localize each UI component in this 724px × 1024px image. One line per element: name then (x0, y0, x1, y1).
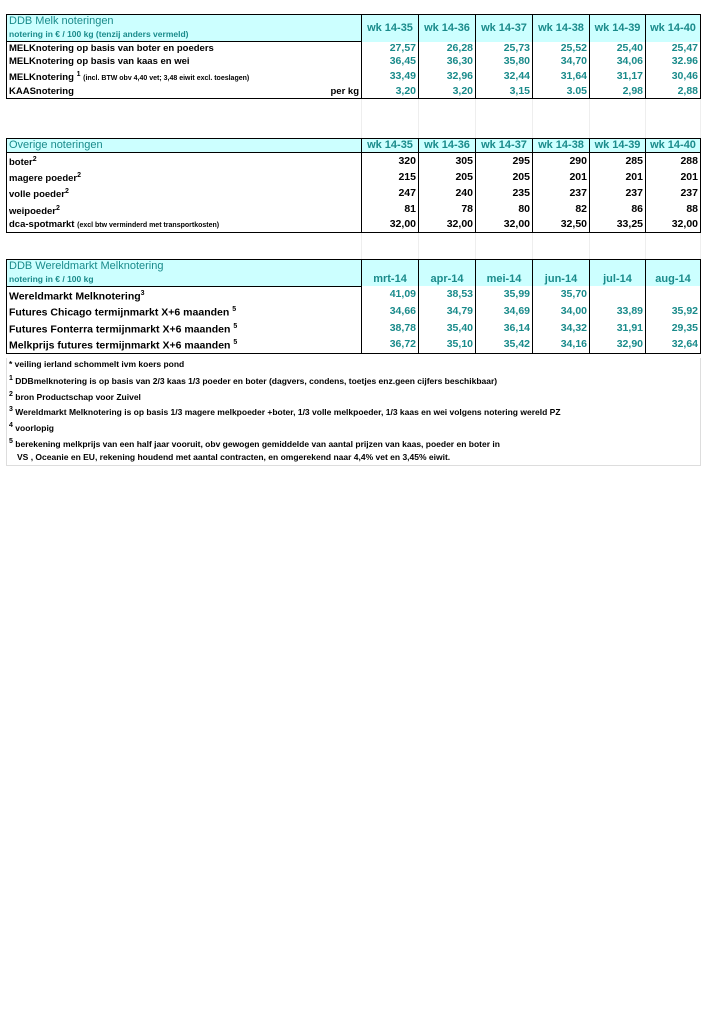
table-row (7, 336, 701, 353)
melk-noteringen-table (6, 14, 701, 138)
table-row (7, 42, 701, 56)
cell-value: 88 (646, 202, 701, 218)
cell-value: 320 (362, 153, 419, 170)
column-header: apr-14 (419, 259, 476, 286)
cell-value: 81 (362, 202, 419, 218)
cell-value: 32,44 (476, 68, 533, 85)
table-row (7, 320, 701, 337)
row-label-text: volle poeder (9, 189, 65, 201)
row-label (7, 336, 362, 353)
column-header: wk 14-35 (362, 15, 419, 42)
cell-value: 32,96 (419, 68, 476, 85)
row-label: MELKnotering op basis van kaas en wei (7, 55, 362, 68)
unit-label: per kg (330, 86, 359, 98)
cell-value: 32,50 (533, 218, 590, 233)
cell-value: 237 (590, 185, 646, 201)
column-header: wk 14-38 (533, 139, 590, 153)
cell-value: 41,09 (362, 286, 419, 303)
cell-value: 36,14 (476, 320, 533, 337)
cell-value: 32.96 (646, 55, 701, 68)
table-row (7, 303, 701, 320)
footnote-ref: 5 (232, 306, 237, 314)
section-subtitle: notering in € / 100 kg (7, 273, 362, 287)
cell-value: 34,16 (533, 336, 590, 353)
cell-value: 31,91 (590, 320, 646, 337)
cell-value: 34,00 (533, 303, 590, 320)
cell-value: 2,88 (646, 85, 701, 99)
row-label (7, 153, 362, 170)
cell-value: 34,69 (476, 303, 533, 320)
table-row (7, 169, 701, 185)
row-label (7, 169, 362, 185)
column-header: wk 14-40 (646, 15, 701, 42)
cell-value: 29,35 (646, 320, 701, 337)
row-label (7, 68, 362, 85)
cell-value: 205 (419, 169, 476, 185)
cell-value: 215 (362, 169, 419, 185)
cell-value: 35,40 (419, 320, 476, 337)
column-header: wk 14-39 (590, 15, 646, 42)
cell-value: 2,98 (590, 85, 646, 99)
row-label-text: weipoeder (9, 205, 56, 217)
footnote-number: 4 (9, 422, 13, 430)
cell-value: 30,46 (646, 68, 701, 85)
cell-value (590, 286, 646, 303)
table-row (7, 68, 701, 85)
column-header: mei-14 (476, 259, 533, 286)
cell-value: 201 (533, 169, 590, 185)
footnote-ref: 2 (77, 172, 82, 180)
cell-value: 240 (419, 185, 476, 201)
row-label-text: Futures Chicago termijnmarkt X+6 maanden (9, 306, 230, 319)
column-header: wk 14-37 (476, 15, 533, 42)
cell-value: 82 (533, 202, 590, 218)
table-row (7, 185, 701, 201)
cell-value: 305 (419, 153, 476, 170)
row-label-text: MELKnotering (9, 72, 74, 84)
footnote-number: 2 (9, 390, 13, 398)
cell-value: 32,00 (362, 218, 419, 233)
column-header: jul-14 (590, 259, 646, 286)
cell-value: 35,42 (476, 336, 533, 353)
cell-value: 25,40 (590, 42, 646, 56)
cell-value: 295 (476, 153, 533, 170)
footnote-number: 5 (9, 438, 13, 446)
cell-value: 36,45 (362, 55, 419, 68)
footnote-text: DDBmelknotering is op basis van 2/3 kaas 1/3 poeder en boter (dagvers, condens, toetjes enz.geen cijfers beschikbaar) (15, 375, 498, 386)
cell-value: 35,99 (476, 286, 533, 303)
cell-value: 285 (590, 153, 646, 170)
row-note: (incl. BTW obv 4,40 vet; 3,48 eiwit excl. toeslagen) (83, 75, 250, 83)
column-header: jun-14 (533, 259, 590, 286)
row-label (7, 218, 362, 233)
cell-value: 35,70 (533, 286, 590, 303)
cell-value (646, 286, 701, 303)
cell-value: 86 (590, 202, 646, 218)
cell-value: 25,47 (646, 42, 701, 56)
footnote-text: berekening melkprijs van een half jaar vooruit, obv gewogen gemiddelde van aantal prijzen van kaas, poeder en boter in (15, 438, 500, 449)
cell-value: 33,89 (590, 303, 646, 320)
footnote-ref: 5 (233, 322, 238, 330)
section-title: DDB Wereldmarkt Melknotering (7, 259, 362, 273)
row-label (7, 185, 362, 201)
cell-value: 25,73 (476, 42, 533, 56)
table-row (7, 55, 701, 68)
row-label (7, 85, 362, 99)
footnote-3 (7, 403, 701, 419)
cell-value: 36,72 (362, 336, 419, 353)
row-label: MELKnotering op basis van boter en poeders (7, 42, 362, 56)
cell-value: 201 (646, 169, 701, 185)
row-label-text: Wereldmarkt Melknotering (9, 290, 141, 303)
table-row (7, 153, 701, 170)
column-header: wk 14-38 (533, 15, 590, 42)
footnote-2 (7, 388, 701, 404)
cell-value: 36,30 (419, 55, 476, 68)
cell-value: 32,00 (646, 218, 701, 233)
footnote-number: 1 (9, 374, 13, 382)
footnote-text: bron Productschap voor Zuivel (15, 391, 141, 402)
footnote-ref: 5 (233, 339, 238, 347)
cell-value: 34,32 (533, 320, 590, 337)
row-label (7, 320, 362, 337)
row-label-text: magere poeder (9, 173, 78, 185)
cell-value: 32,00 (419, 218, 476, 233)
cell-value: 235 (476, 185, 533, 201)
column-header: wk 14-40 (646, 139, 701, 153)
footnote-text: VS , Oceanie en EU, rekening houdend met aantal contracten, en omgerekend naar 4,4% vet en 3,45% eiwit. (17, 452, 451, 463)
section-title: DDB Melk noteringen (7, 15, 362, 29)
cell-value: 3,15 (476, 85, 533, 99)
spreadsheet (6, 14, 700, 466)
cell-value: 27,57 (362, 42, 419, 56)
cell-value: 34,06 (590, 55, 646, 68)
footnote-5 (7, 435, 701, 451)
cell-value: 35,80 (476, 55, 533, 68)
row-label-text: boter (9, 157, 33, 169)
footnote-ref: 2 (32, 156, 37, 164)
cell-value: 35,92 (646, 303, 701, 320)
cell-value: 33,49 (362, 68, 419, 85)
cell-value: 3,20 (419, 85, 476, 99)
cell-value: 26,28 (419, 42, 476, 56)
cell-value: 290 (533, 153, 590, 170)
footnote-1 (7, 372, 701, 388)
cell-value: 31,17 (590, 68, 646, 85)
footnote-text: Wereldmarkt Melknotering is op basis 1/3 magere melkpoeder +boter, 1/3 volle melkpoeder, 1/3 kaas en wei volgens notering wereld PZ (15, 407, 561, 418)
cell-value: 38,78 (362, 320, 419, 337)
cell-value: 25,52 (533, 42, 590, 56)
cell-value: 32,64 (646, 336, 701, 353)
table-row (7, 218, 701, 233)
footnote-ref: 3 (140, 289, 145, 297)
row-label-text: KAASnotering (9, 86, 74, 98)
table-row (7, 286, 701, 303)
wereldmarkt-table (6, 259, 701, 354)
cell-value: 32,00 (476, 218, 533, 233)
cell-value: 33,25 (590, 218, 646, 233)
row-label-text: Melkprijs futures termijnmarkt X+6 maanden (9, 339, 231, 352)
footnotes-table (6, 358, 701, 466)
cell-value: 78 (419, 202, 476, 218)
section-title: Overige noteringen (7, 139, 362, 153)
cell-value: 3.05 (533, 85, 590, 99)
cell-value: 288 (646, 153, 701, 170)
footnote-4 (7, 419, 701, 435)
cell-value: 237 (533, 185, 590, 201)
column-header: aug-14 (646, 259, 701, 286)
cell-value: 38,53 (419, 286, 476, 303)
row-label (7, 303, 362, 320)
column-header: wk 14-36 (419, 15, 476, 42)
footnote-text: voorlopig (15, 423, 55, 434)
footnote-ref: 2 (64, 188, 69, 196)
cell-value: 34,79 (419, 303, 476, 320)
cell-value: 35,10 (419, 336, 476, 353)
column-header: mrt-14 (362, 259, 419, 286)
row-label (7, 202, 362, 218)
row-label-text: dca-spotmarkt (9, 218, 75, 230)
cell-value: 32,90 (590, 336, 646, 353)
footnote-star: * veiling ierland schommelt ivm koers pond (7, 358, 701, 372)
row-label-text: Futures Fonterra termijnmarkt X+6 maanden (9, 323, 231, 336)
table-row (7, 202, 701, 218)
cell-value: 80 (476, 202, 533, 218)
cell-value: 34,70 (533, 55, 590, 68)
column-header: wk 14-39 (590, 139, 646, 153)
footnote-5-continued (7, 451, 701, 466)
cell-value: 3,20 (362, 85, 419, 99)
section-subtitle: notering in € / 100 kg (tenzij anders vermeld) (7, 28, 362, 42)
cell-value: 205 (476, 169, 533, 185)
cell-value: 34,66 (362, 303, 419, 320)
footnote-ref: 1 (76, 71, 81, 78)
footnote-ref: 2 (56, 204, 60, 212)
footnote-number: 3 (9, 406, 13, 414)
column-header: wk 14-36 (419, 139, 476, 153)
cell-value: 247 (362, 185, 419, 201)
cell-value: 31,64 (533, 68, 590, 85)
table-row (7, 85, 701, 99)
overige-noteringen-table (6, 138, 701, 259)
column-header: wk 14-37 (476, 139, 533, 153)
cell-value: 201 (590, 169, 646, 185)
row-label (7, 286, 362, 303)
cell-value: 237 (646, 185, 701, 201)
row-note: (excl btw verminderd met transportkosten) (77, 221, 220, 229)
column-header: wk 14-35 (362, 139, 419, 153)
